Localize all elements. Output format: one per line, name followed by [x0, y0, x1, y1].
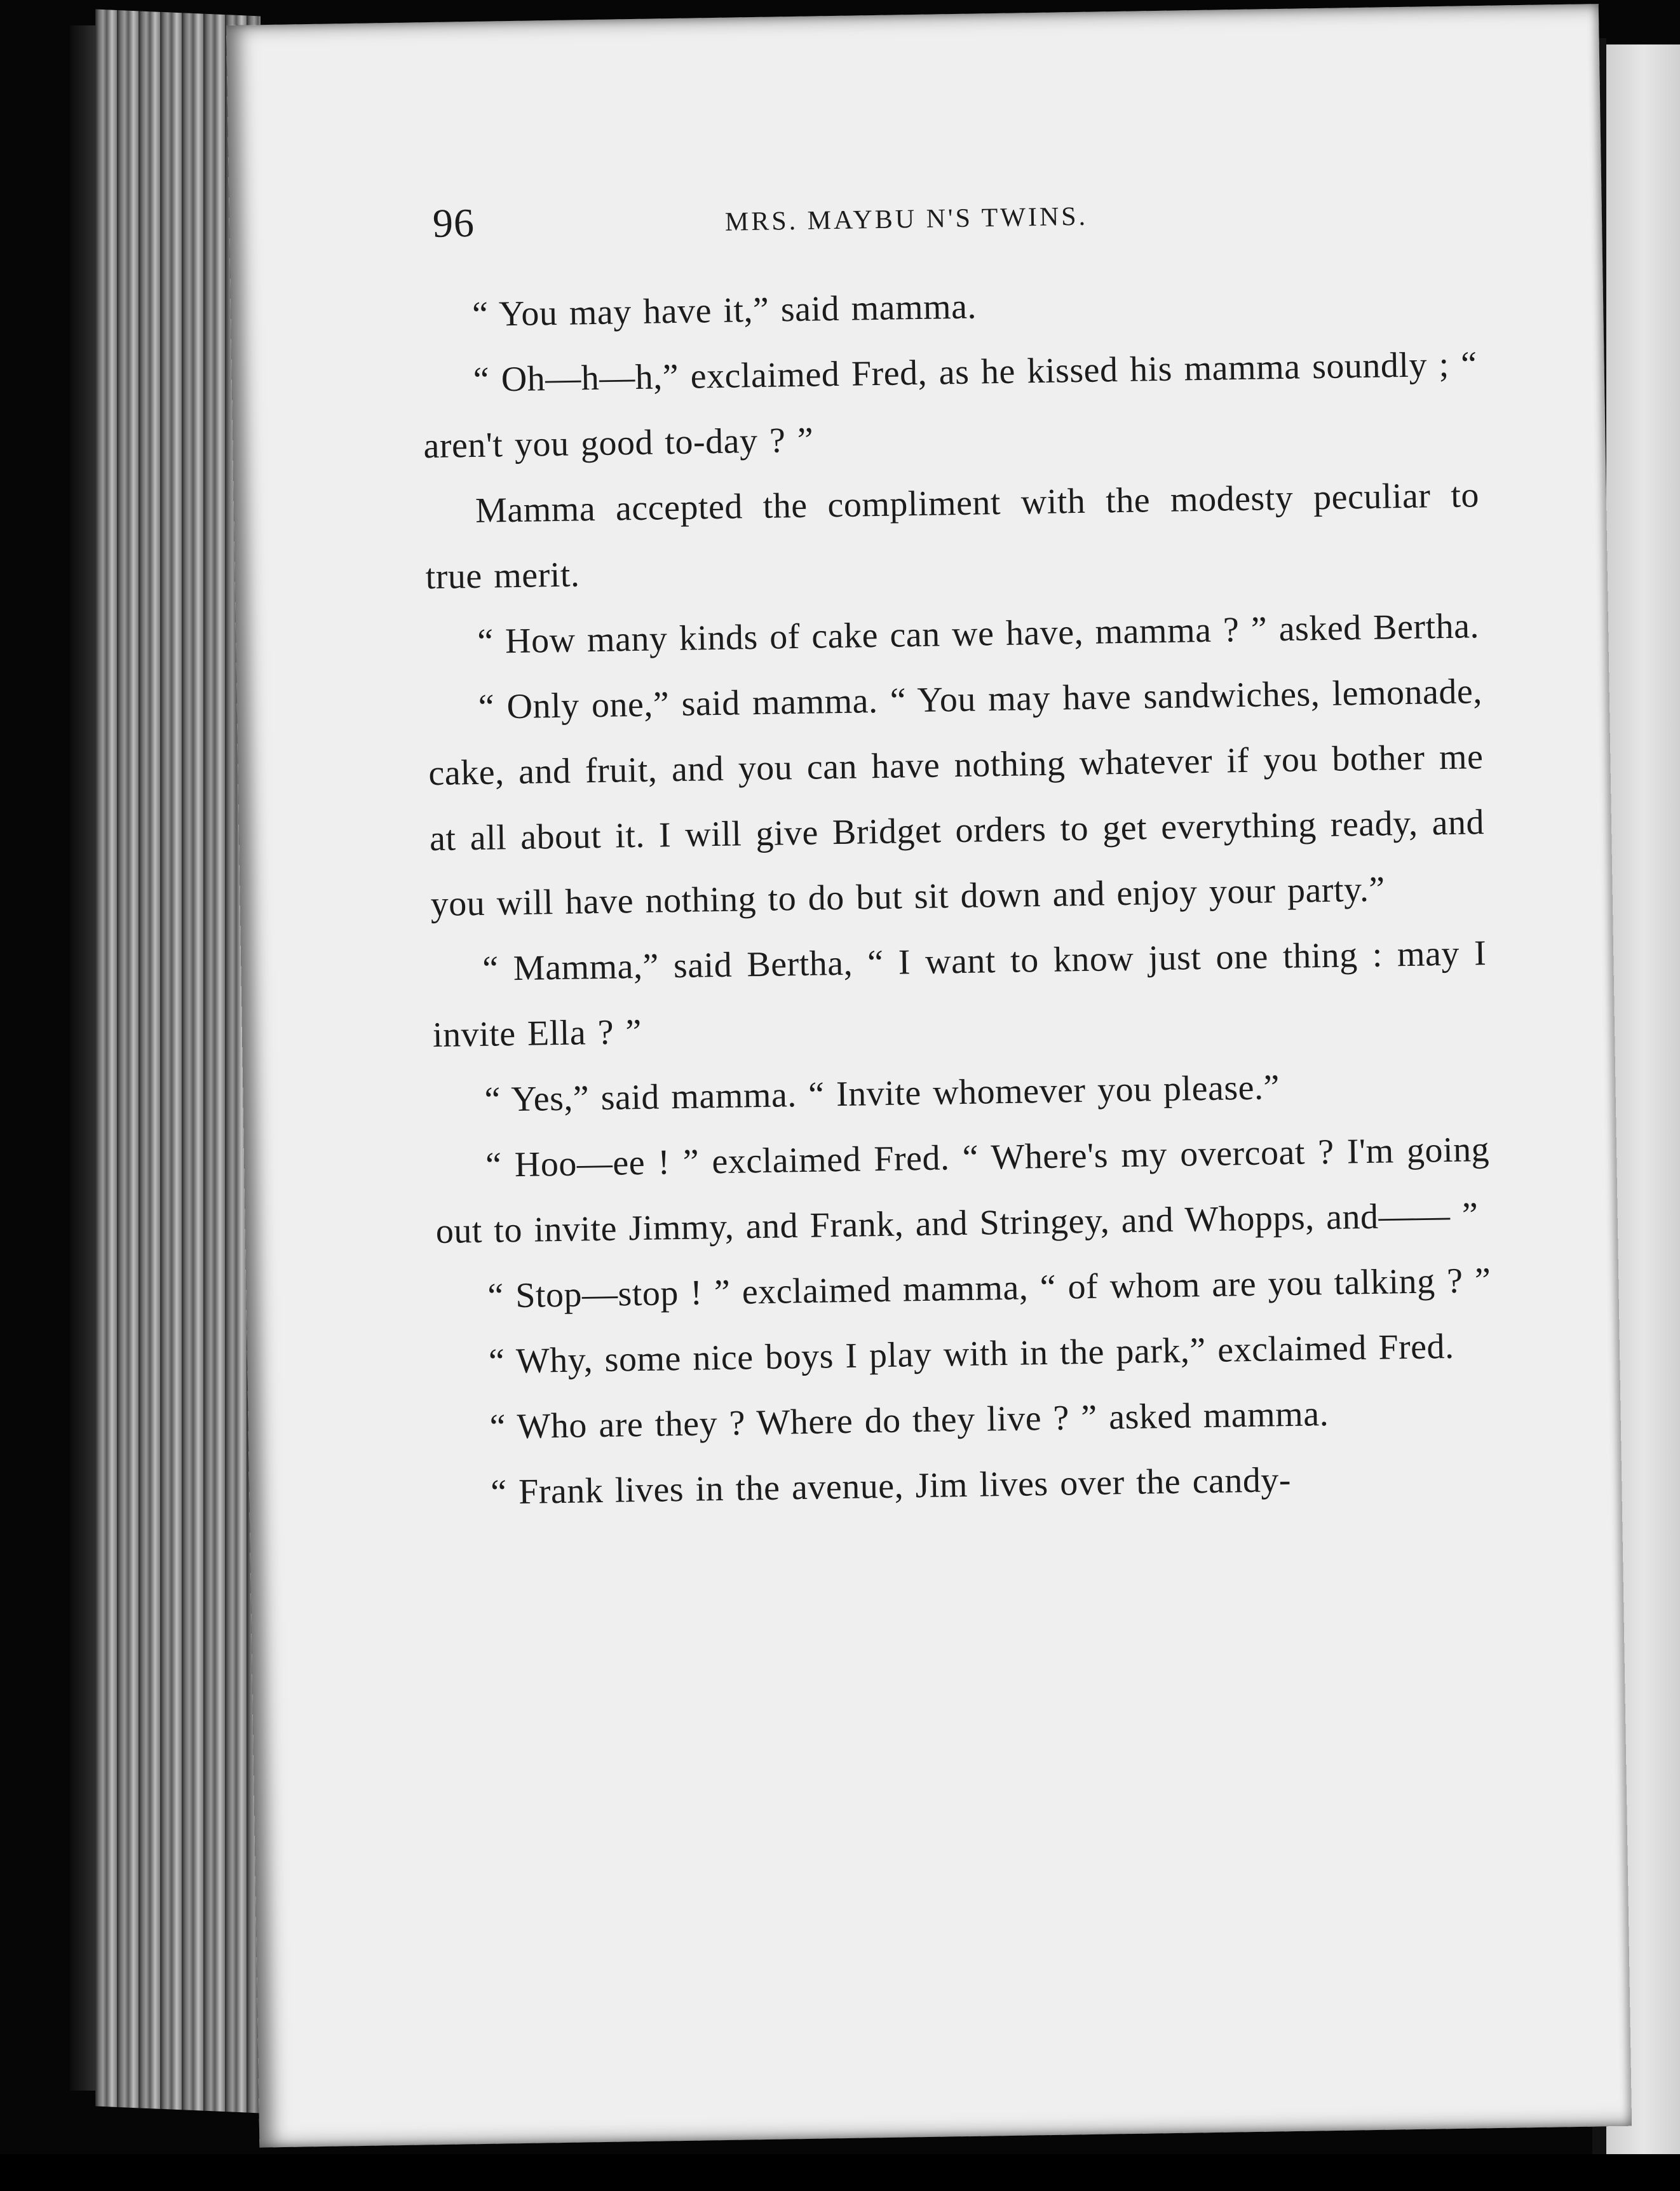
paragraph: “ You may have it,” said mamma.: [471, 287, 977, 334]
paragraph: “ How many kinds of cake can we have, mamma ? ” asked Bertha.: [477, 606, 1480, 661]
paragraph: “ Only one,” said mamma. “ You may have sandwiches, lemonade, cake, and fruit, and you can have nothing whatever if you bother me at all about it. I will give Bridget orders to get everything ready, and you will have nothing to do but sit down and enjoy your party.”: [428, 672, 1485, 925]
paragraph: “ Why, some nice boys I play with in the park,” exclaimed Fred.: [488, 1326, 1454, 1381]
paragraph: “ Stop—stop ! ” exclaimed mamma, “ of whom are you talking ? ”: [487, 1260, 1491, 1316]
paragraph: “ Oh—h—h,” exclaimed Fred, as he kissed his mamma soundly ; “ aren't you good to-day ? ”: [423, 344, 1478, 466]
page-content: [419, 184, 1495, 1526]
paragraph: “ Who are they ? Where do they live ? ” asked mamma.: [489, 1394, 1329, 1447]
paragraph: “ Frank lives in the avenue, Jim lives over the candy-: [490, 1460, 1292, 1512]
paragraph: Mamma accepted the compliment with the modesty peculiar to true merit.: [425, 475, 1480, 597]
scan-bottom-border: [0, 2154, 1680, 2191]
paragraph: “ Hoo—ee ! ” exclaimed Fred. “ Where's my overcoat ? I'm going out to invite Jimmy, and Frank, and Stringey, and Whopps, and—— ”: [435, 1129, 1490, 1252]
page-number: 96: [432, 200, 475, 246]
paragraph: “ Yes,” said mamma. “ Invite whomever you please.”: [484, 1068, 1280, 1120]
running-title: MRS. MAYBU N'S TWINS.: [724, 201, 1088, 237]
paragraph: “ Mamma,” said Bertha, “ I want to know just one thing : may I invite Ella ? ”: [432, 933, 1487, 1055]
book-page: [226, 4, 1632, 2148]
running-head: [419, 184, 1475, 257]
